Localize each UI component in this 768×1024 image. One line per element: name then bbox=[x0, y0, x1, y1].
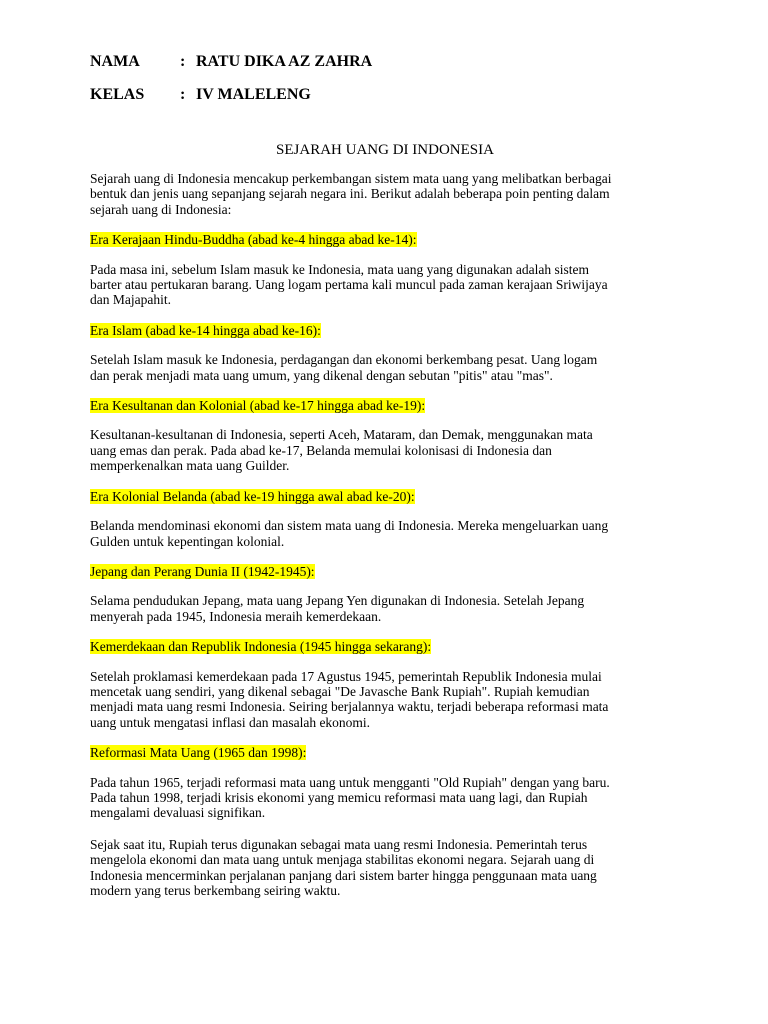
body-line: menjadi mata uang resmi Indonesia. Seiring berjalannya waktu, terjadi beberapa reformasi mata bbox=[90, 699, 609, 715]
body-line: mencetak uang sendiri, yang dikenal sebagai "De Javasche Bank Rupiah". Rupiah kemudian bbox=[90, 683, 590, 699]
class-label: KELAS bbox=[90, 86, 145, 103]
class-value: IV MALELENG bbox=[196, 86, 311, 103]
body-line: Selama pendudukan Jepang, mata uang Jepang Yen digunakan di Indonesia. Setelah Jepang bbox=[90, 593, 585, 609]
body-line: Pada tahun 1965, terjadi reformasi mata uang untuk mengganti "Old Rupiah" dengan yang baru. bbox=[90, 774, 610, 790]
body-line: Gulden untuk kepentingan kolonial. bbox=[90, 533, 285, 549]
intro-line: bentuk dan jenis uang sepanjang sejarah negara ini. Berikut adalah beberapa poin penting dalam bbox=[90, 186, 610, 202]
section-body bbox=[90, 262, 680, 308]
section-body bbox=[90, 518, 680, 549]
body-line: Pada tahun 1998, terjadi krisis ekonomi yang memicu reformasi mata uang lagi, dan Rupiah bbox=[90, 789, 588, 805]
section-heading bbox=[90, 564, 680, 579]
section-body bbox=[90, 352, 680, 383]
body-line: uang untuk mengatasi inflasi dan masalah ekonomi. bbox=[90, 714, 371, 730]
intro-line: Sejarah uang di Indonesia mencakup perkembangan sistem mata uang yang melibatkan berbagai bbox=[90, 171, 612, 186]
highlighted-heading: Era Islam (abad ke-14 hingga abad ke-16): bbox=[90, 322, 321, 338]
closing-line: modern yang terus berkembang seiring waktu. bbox=[90, 883, 341, 898]
section-heading bbox=[90, 639, 680, 654]
body-line: Setelah proklamasi kemerdekaan pada 17 Agustus 1945, pemerintah Republik Indonesia mulai bbox=[90, 668, 602, 684]
body-line: mengalami devaluasi signifikan. bbox=[90, 805, 266, 821]
closing-line: Indonesia mencerminkan perjalanan panjang dari sistem barter hingga penggunaan mata uang bbox=[90, 867, 597, 883]
section-heading bbox=[90, 489, 680, 504]
closing-line: mengelola ekonomi dan mata uang untuk menjaga stabilitas ekonomi negara. Sejarah uang di bbox=[90, 852, 595, 868]
name-separator: : bbox=[180, 53, 186, 70]
body-line: uang emas dan perak. Pada abad ke-17, Belanda memulai kolonisasi di Indonesia dan bbox=[90, 442, 552, 458]
highlighted-heading: Era Kolonial Belanda (abad ke-19 hingga awal abad ke-20): bbox=[90, 488, 415, 504]
closing-paragraph bbox=[90, 837, 680, 899]
section-heading bbox=[90, 745, 680, 760]
section-body bbox=[90, 427, 680, 473]
body-line: menyerah pada 1945, Indonesia meraih kemerdekaan. bbox=[90, 608, 382, 624]
highlighted-heading: Jepang dan Perang Dunia II (1942-1945): bbox=[90, 563, 315, 579]
class-row bbox=[90, 85, 680, 105]
intro-line: sejarah uang di Indonesia: bbox=[90, 201, 232, 217]
section-heading bbox=[90, 398, 680, 413]
highlighted-heading: Era Kerajaan Hindu-Buddha (abad ke-4 hingga abad ke-14): bbox=[90, 232, 417, 248]
section-heading bbox=[90, 323, 680, 338]
document-page bbox=[90, 52, 680, 898]
body-line: dan perak menjadi mata uang umum, yang dikenal dengan sebutan "pitis" atau "mas". bbox=[90, 367, 553, 383]
body-line: Belanda mendominasi ekonomi dan sistem mata uang di Indonesia. Mereka mengeluarkan uang bbox=[90, 518, 609, 534]
section-body bbox=[90, 593, 680, 624]
highlighted-heading: Kemerdekaan dan Republik Indonesia (1945 hingga sekarang): bbox=[90, 639, 432, 655]
document-title: SEJARAH UANG DI INDONESIA bbox=[276, 142, 494, 158]
body-line: barter atau pertukaran barang. Uang logam pertama kali muncul pada zaman kerajaan Sriwijaya bbox=[90, 277, 608, 293]
intro-paragraph bbox=[90, 171, 680, 217]
body-line: dan Majapahit. bbox=[90, 292, 171, 308]
section-body bbox=[90, 669, 680, 731]
class-separator: : bbox=[180, 86, 186, 103]
body-line: Kesultanan-kesultanan di Indonesia, seperti Aceh, Mataram, dan Demak, menggunakan mata bbox=[90, 427, 593, 443]
name-value: RATU DIKA AZ ZAHRA bbox=[196, 53, 373, 70]
name-label: NAMA bbox=[90, 53, 140, 70]
highlighted-heading: Era Kesultanan dan Kolonial (abad ke-17 hingga abad ke-19): bbox=[90, 398, 426, 414]
section-heading bbox=[90, 232, 680, 247]
body-line: Setelah Islam masuk ke Indonesia, perdagangan dan ekonomi berkembang pesat. Uang logam bbox=[90, 352, 598, 368]
name-row bbox=[90, 52, 680, 72]
body-line: Pada masa ini, sebelum Islam masuk ke Indonesia, mata uang yang digunakan adalah sistem bbox=[90, 261, 589, 277]
closing-line: Sejak saat itu, Rupiah terus digunakan sebagai mata uang resmi Indonesia. Pemerintah terus bbox=[90, 836, 588, 852]
section-body bbox=[90, 775, 680, 821]
highlighted-heading: Reformasi Mata Uang (1965 dan 1998): bbox=[90, 745, 307, 761]
body-line: memperkenalkan mata uang Guilder. bbox=[90, 458, 290, 474]
